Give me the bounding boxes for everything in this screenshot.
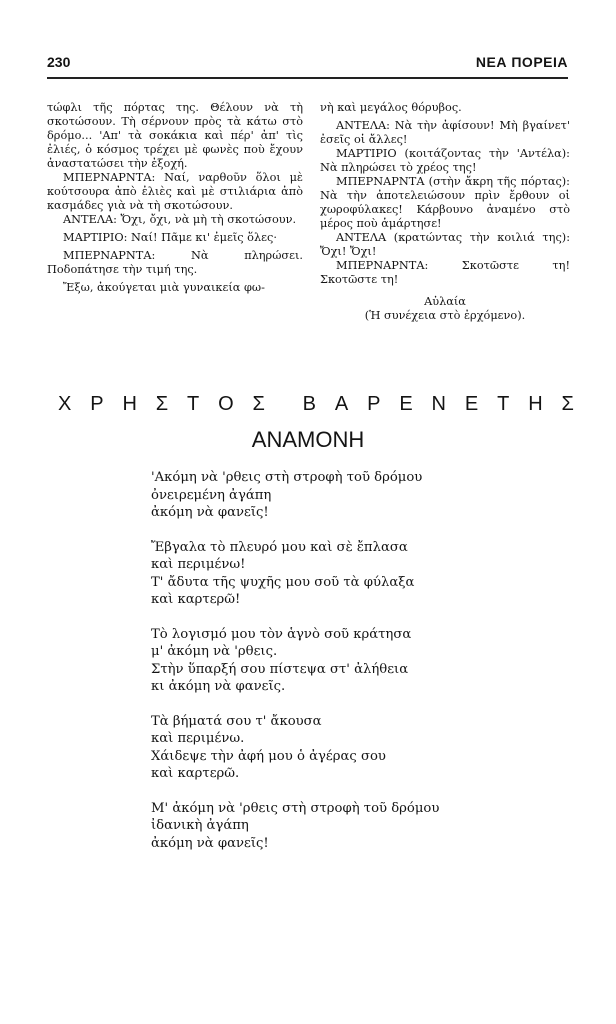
signature: Αὐλαία — [424, 295, 466, 308]
author-letter: Η — [528, 393, 543, 415]
continuation-note: (Ἡ συνέχεια στὸ ἐρχόμενο). — [364, 309, 526, 322]
stanza — [151, 469, 531, 522]
author-letter: Η — [122, 393, 137, 415]
paragraph: ΜΑΡΤΙΡΙΟ: Ναί! Πᾶμε κι' ἐμεῖς ὅλες· — [63, 231, 277, 244]
journal-title: ΝΕΑ ΠΟΡΕΙΑ — [475, 54, 568, 70]
poem-line: Τὰ βήματά σου τ' ἄκουσα — [151, 713, 322, 729]
paragraph: ΑΝΤΕΛΑ (κρατώντας τὴν κοιλιά της): Ὄχι! Ὄχι! — [320, 231, 570, 258]
paragraph: ΜΠΕΡΝΑΡΝΤΑ: Σκοτῶστε τη! Σκοτῶστε τη! — [320, 259, 570, 286]
author-letter: Ο — [218, 393, 234, 415]
paragraph: ΜΠΕΡΝΑΡΝΤΑ: Νὰ πληρώσει. Ποδοπάτησε τὴν τιμή της. — [47, 249, 303, 276]
poem-line: καὶ καρτερῶ. — [151, 766, 240, 781]
author-letter: Σ — [155, 393, 169, 415]
poem-line: Στὴν ὕπαρξή σου πίστεψα στ' ἀλήθεια — [151, 661, 409, 677]
paragraph: τώφλι τῆς πόρτας της. Θέλουν νὰ τὴ σκοτώσουν. Τὴ σέρνουν πρὸς τὰ κάτω στὸ δρόμο... 'Απ' τὰ σοκάκια καὶ πέρ' ἀπ' τὶς ἐλιές, ὁ κόσμος τρέχει μὲ φωνὲς ποὺ ἔχουν ἀναστατώσει τὴν ἐξοχή. — [47, 101, 303, 170]
stanza — [151, 626, 531, 696]
author-letter: Τ — [497, 393, 510, 415]
poem-line: Χάιδεψε τὴν ἀφή μου ὁ ἀγέρας σου — [151, 748, 386, 764]
poem-line: ἰδανικὴ ἀγάπη — [151, 818, 249, 833]
poem-line: ἀκόμη νὰ φανεῖς! — [151, 505, 269, 520]
header-rule — [47, 77, 568, 79]
author-letter: Ε — [464, 393, 479, 415]
paragraph: ΑΝΤΕΛΑ: Νὰ τὴν ἀφίσουν! Μὴ βγαίνετ' ἐσεῖς οἱ ἄλλες! — [320, 119, 570, 146]
author-letter: Ρ — [90, 393, 104, 415]
poem-line: καὶ περιμένω. — [151, 731, 245, 746]
author-letter: Β — [302, 393, 317, 415]
paragraph: ΑΝΤΕΛΑ: Ὄχι, ὄχι, νὰ μὴ τὴ σκοτώσουν. — [63, 213, 297, 226]
paragraph: Ἔξω, ἀκούγεται μιὰ γυναικεία φω- — [63, 281, 265, 294]
author-letter: Σ — [561, 393, 574, 415]
left-column — [47, 101, 303, 295]
author-name — [58, 393, 574, 416]
author-letter: Χ — [58, 393, 72, 415]
poem-line: καὶ καρτερῶ! — [151, 592, 241, 607]
poem-line: Τ' ἄδυτα τῆς ψυχῆς μου σοῦ τὰ φύλαξα — [151, 574, 415, 590]
poem-line: Τὸ λογισμό μου τὸν ἁγνὸ σοῦ κράτησα — [151, 626, 412, 642]
poem-line: καὶ περιμένω! — [151, 557, 246, 572]
stanza — [151, 539, 531, 609]
paragraph: ΜΠΕΡΝΑΡΝΤΑ: Ναί, ναρθοῦν ὅλοι μὲ κούτσουρα ἀπὸ ἐλιὲς καὶ μὲ στιλιάρια ἀπὸ κασμάδες γιὰ νὰ τὴ σκοτώσουν. — [47, 171, 303, 212]
paragraph: νὴ καὶ μεγάλος θόρυβος. — [320, 101, 462, 114]
poem-line: 'Ακόμη νὰ 'ρθεις στὴ στροφὴ τοῦ δρόμου — [151, 470, 423, 485]
stanza — [151, 800, 531, 853]
paragraph: ΜΠΕΡΝΑΡΝΤΑ (στὴν ἄκρη τῆς πόρτας): Νὰ τὴν ἀποτελειώσουν πρὶν ἔρθουν οἱ χωροφύλακες! Κάρβουνο ἀναμένο στὸ μέρος ποὺ ἁμάρτησε! — [320, 175, 570, 230]
author-letter: Σ — [252, 393, 265, 415]
poem-line: Ἔβγαλα τὸ πλευρό μου καὶ σὲ ἔπλασα — [151, 539, 408, 555]
poem-line: Μ' ἀκόμη νὰ 'ρθεις στὴ στροφὴ τοῦ δρόμου — [151, 800, 440, 816]
author-letter: Ν — [431, 393, 446, 415]
paragraph: ΜΑΡΤΙΡΙΟ (κοιτάζοντας τὴν 'Αντέλα): Νὰ πληρώσει τὸ χρέος της! — [320, 147, 570, 174]
poem-line: ἀκόμη νὰ φανεῖς! — [151, 835, 269, 851]
poem-line: μ' ἀκόμη νὰ 'ρθεις. — [151, 644, 278, 659]
poem-line: ὀνειρεμένη ἀγάπη — [151, 487, 272, 503]
stanza — [151, 713, 531, 783]
author-letter: Ρ — [367, 393, 381, 415]
right-column — [320, 101, 570, 323]
author-letter: Α — [334, 393, 349, 415]
page-number: 230 — [47, 54, 71, 70]
poem-title: ΑΝΑΜΟΝΗ — [251, 427, 365, 452]
poem — [151, 469, 531, 869]
author-letter: Ε — [399, 393, 413, 415]
poem-line: κι ἀκόμη νὰ φανεῖς. — [151, 679, 286, 694]
author-letter: Τ — [187, 393, 200, 415]
